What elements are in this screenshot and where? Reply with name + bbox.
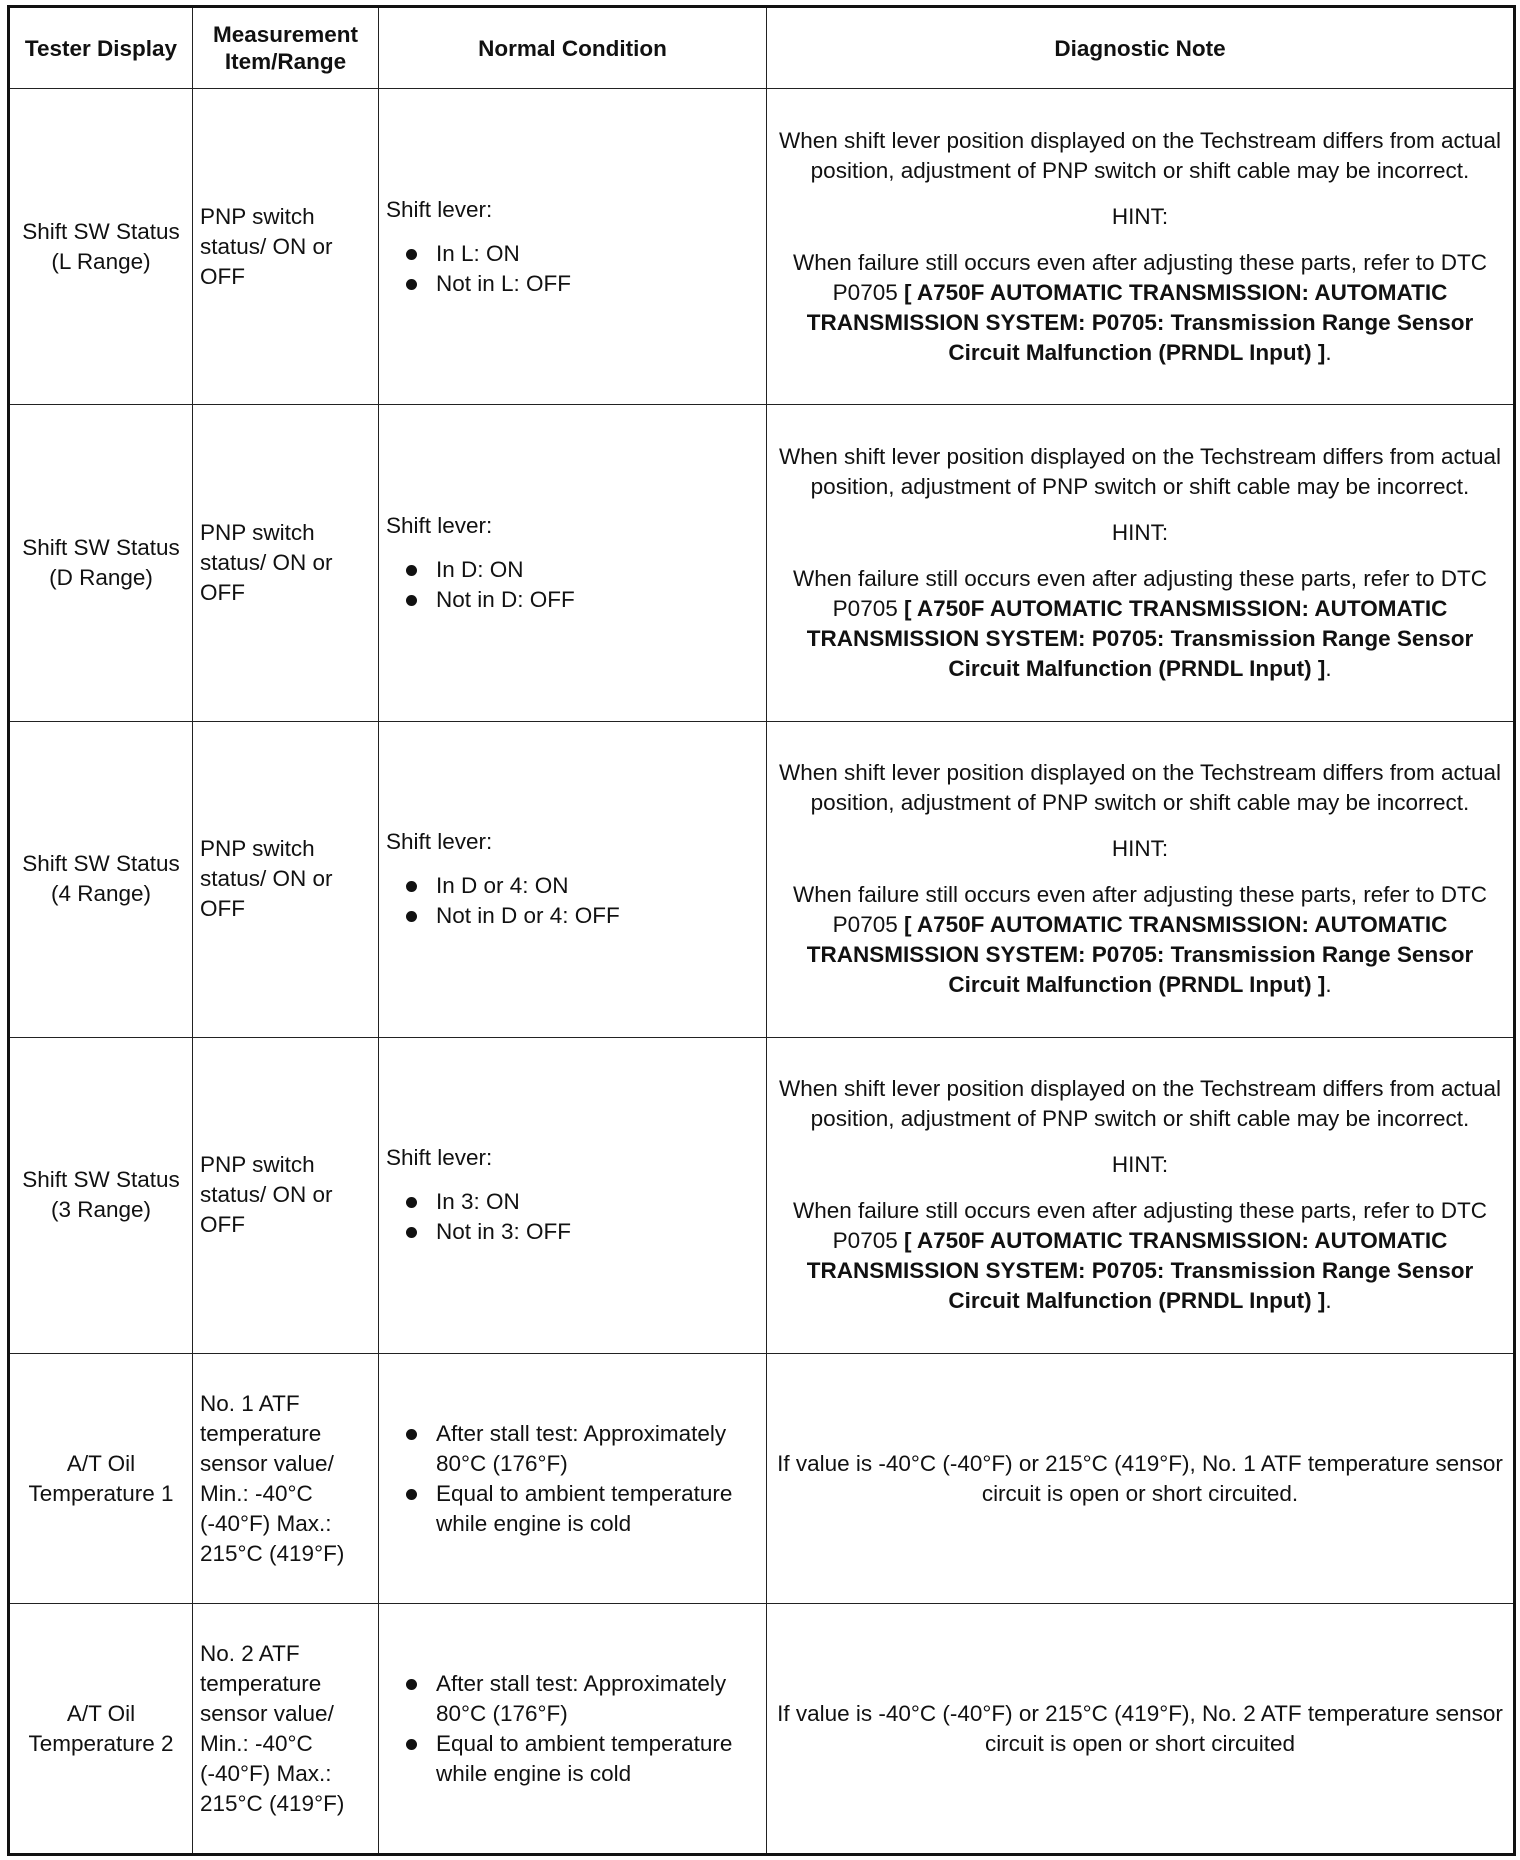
diagnostic-note-cell xyxy=(767,1037,1515,1353)
note-intro: When shift lever position displayed on the Techstream differs from actual position, adjustment of PNP switch or shift cable may be incorrect. xyxy=(778,760,1502,816)
diagnostic-note-cell xyxy=(767,405,1515,721)
condition-list xyxy=(386,1419,759,1539)
list-item: Not in 3: OFF xyxy=(386,1217,759,1247)
header-diagnostic-note: Diagnostic Note xyxy=(767,7,1515,89)
measurement-cell: No. 1 ATF temperature sensor value/ Min.: -40°C (-40°F) Max.: 215°C (419°F) xyxy=(193,1353,379,1604)
list-item: After stall test: Approximately 80°C (176°F) xyxy=(386,1669,759,1729)
note-detail-text: When failure still occurs even after adjusting these parts, refer to DTC P0705 xyxy=(792,566,1488,622)
note-hint: HINT: xyxy=(1111,203,1169,229)
table-row xyxy=(9,1353,1515,1604)
normal-condition-cell xyxy=(379,1037,767,1353)
dtc-reference-link[interactable]: [ A750F AUTOMATIC TRANSMISSION: AUTOMATIC TRANSMISSION SYSTEM: P0705: Transmission Range Sensor Circuit Malfunction (PRNDL Input) ] xyxy=(806,912,1474,998)
condition-lead: Shift lever: xyxy=(386,829,493,855)
note-text: If value is -40°C (-40°F) or 215°C (419°F), No. 2 ATF temperature sensor circuit is open or short circuited xyxy=(777,1700,1503,1756)
header-normal-condition: Normal Condition xyxy=(379,7,767,89)
normal-condition-cell xyxy=(379,1604,767,1855)
normal-condition-cell xyxy=(379,1353,767,1604)
note-detail-text: When failure still occurs even after adjusting these parts, refer to DTC P0705 xyxy=(792,1198,1488,1254)
measurement-cell: PNP switch status/ ON or OFF xyxy=(193,721,379,1037)
list-item: In 3: ON xyxy=(386,1187,759,1217)
table-row xyxy=(9,721,1515,1037)
normal-condition-cell xyxy=(379,405,767,721)
list-item: Not in D: OFF xyxy=(386,585,759,615)
note-detail-end: . xyxy=(1325,1288,1332,1314)
list-item: Equal to ambient temperature while engine is cold xyxy=(386,1729,759,1789)
list-item: In D or 4: ON xyxy=(386,871,759,901)
measurement-cell: No. 2 ATF temperature sensor value/ Min.: -40°C (-40°F) Max.: 215°C (419°F) xyxy=(193,1604,379,1855)
note-intro: When shift lever position displayed on the Techstream differs from actual position, adjustment of PNP switch or shift cable may be incorrect. xyxy=(778,1076,1502,1132)
list-item: In L: ON xyxy=(386,239,759,269)
note-detail xyxy=(774,1196,1506,1316)
data-list-table xyxy=(7,5,1516,1856)
list-item: Not in L: OFF xyxy=(386,269,759,299)
list-item: In D: ON xyxy=(386,555,759,585)
measurement-cell: PNP switch status/ ON or OFF xyxy=(193,89,379,405)
table-header-row xyxy=(9,7,1515,89)
dtc-reference-link[interactable]: [ A750F AUTOMATIC TRANSMISSION: AUTOMATIC TRANSMISSION SYSTEM: P0705: Transmission Range Sensor Circuit Malfunction (PRNDL Input) ] xyxy=(806,1228,1474,1314)
dtc-reference-link[interactable]: [ A750F AUTOMATIC TRANSMISSION: AUTOMATIC TRANSMISSION SYSTEM: P0705: Transmission Range Sensor Circuit Malfunction (PRNDL Input) ] xyxy=(806,596,1474,682)
tester-display-cell: Shift SW Status (L Range) xyxy=(9,89,193,405)
condition-list xyxy=(386,555,759,615)
condition-list xyxy=(386,871,759,931)
condition-list xyxy=(386,1669,759,1789)
tester-display-cell: A/T Oil Temperature 1 xyxy=(9,1353,193,1604)
measurement-cell: PNP switch status/ ON or OFF xyxy=(193,405,379,721)
table-row xyxy=(9,1037,1515,1353)
diagnostic-note-cell xyxy=(767,1353,1515,1604)
note-detail-end: . xyxy=(1325,339,1332,365)
header-tester-display: Tester Display xyxy=(9,7,193,89)
tester-display-cell: Shift SW Status (D Range) xyxy=(9,405,193,721)
dtc-reference-link[interactable]: [ A750F AUTOMATIC TRANSMISSION: AUTOMATIC TRANSMISSION SYSTEM: P0705: Transmission Range Sensor Circuit Malfunction (PRNDL Input) ] xyxy=(806,279,1474,365)
diagnostic-note-cell xyxy=(767,721,1515,1037)
table-row xyxy=(9,405,1515,721)
note-detail-end: . xyxy=(1325,972,1332,998)
normal-condition-cell xyxy=(379,89,767,405)
note-hint: HINT: xyxy=(1111,836,1169,862)
note-intro: When shift lever position displayed on the Techstream differs from actual position, adjustment of PNP switch or shift cable may be incorrect. xyxy=(778,444,1502,500)
note-detail-text: When failure still occurs even after adjusting these parts, refer to DTC P0705 xyxy=(792,249,1488,305)
list-item: After stall test: Approximately 80°C (176°F) xyxy=(386,1419,759,1479)
measurement-cell: PNP switch status/ ON or OFF xyxy=(193,1037,379,1353)
tester-display-cell: A/T Oil Temperature 2 xyxy=(9,1604,193,1855)
condition-lead: Shift lever: xyxy=(386,1145,493,1171)
note-text: If value is -40°C (-40°F) or 215°C (419°F), No. 1 ATF temperature sensor circuit is open or short circuited. xyxy=(777,1450,1503,1506)
condition-list xyxy=(386,1187,759,1247)
condition-lead: Shift lever: xyxy=(386,513,493,539)
header-measurement: Measurement Item/Range xyxy=(193,7,379,89)
note-detail-text: When failure still occurs even after adjusting these parts, refer to DTC P0705 xyxy=(792,882,1488,938)
table-row xyxy=(9,1604,1515,1855)
diagnostic-note-cell xyxy=(767,89,1515,405)
normal-condition-cell xyxy=(379,721,767,1037)
condition-lead: Shift lever: xyxy=(386,196,493,222)
note-detail xyxy=(774,564,1506,684)
note-hint: HINT: xyxy=(1111,520,1169,546)
note-detail xyxy=(774,248,1506,368)
list-item: Not in D or 4: OFF xyxy=(386,901,759,931)
tester-display-cell: Shift SW Status (3 Range) xyxy=(9,1037,193,1353)
condition-list xyxy=(386,239,759,299)
note-intro: When shift lever position displayed on the Techstream differs from actual position, adjustment of PNP switch or shift cable may be incorrect. xyxy=(778,127,1502,183)
note-hint: HINT: xyxy=(1111,1152,1169,1178)
tester-display-cell: Shift SW Status (4 Range) xyxy=(9,721,193,1037)
diagnostic-note-cell xyxy=(767,1604,1515,1855)
note-detail xyxy=(774,880,1506,1000)
table-row xyxy=(9,89,1515,405)
note-detail-end: . xyxy=(1325,656,1332,682)
list-item: Equal to ambient temperature while engine is cold xyxy=(386,1479,759,1539)
